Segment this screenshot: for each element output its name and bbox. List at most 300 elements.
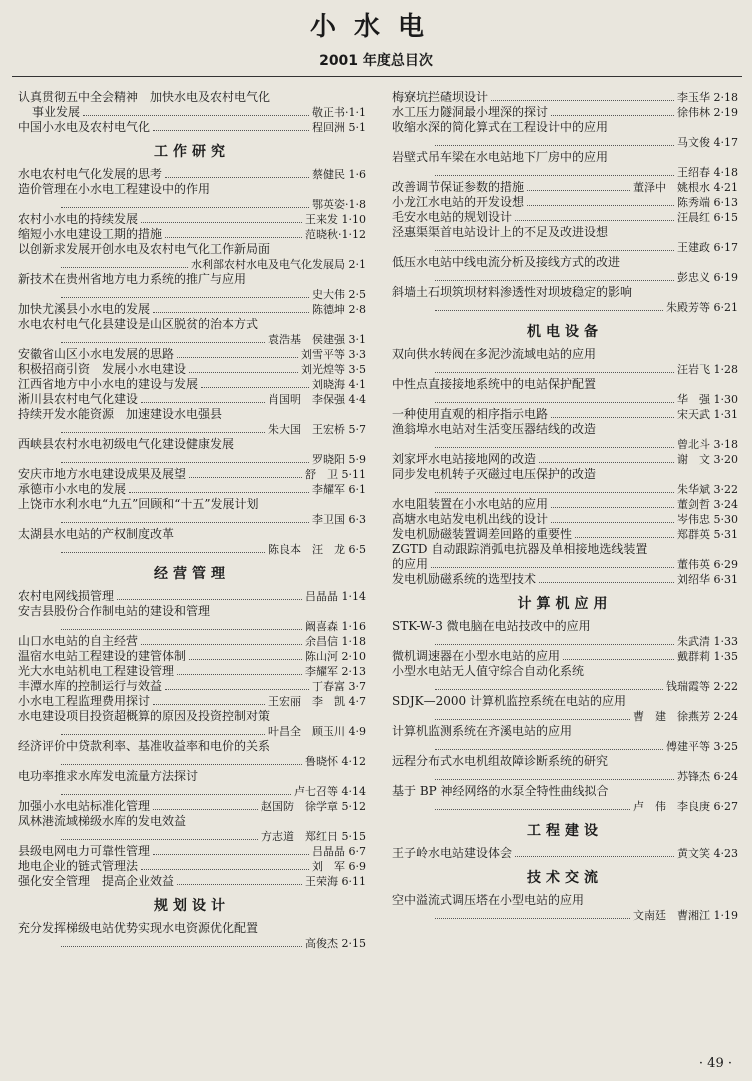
entry-author-page: 刘 军 6·9 xyxy=(312,860,366,873)
entry-title: 水电阻装置在小水电站的应用 xyxy=(392,497,549,511)
leader-dots xyxy=(539,582,674,583)
entry-row xyxy=(392,210,738,225)
page-number: · 49 · xyxy=(698,1056,732,1071)
entry-title: 事业发展 xyxy=(32,105,81,119)
entry-title: 充分发挥梯级电站优势实现水电资源优化配置 xyxy=(18,921,259,935)
entry-author-page: 董泽中 姚根水 4·21 xyxy=(633,181,738,194)
toc-entry xyxy=(18,377,366,392)
entry-title: 造价管理在小水电工程建设中的作用 xyxy=(18,182,211,196)
toc-entry xyxy=(18,212,366,227)
entry-author-page: 阚喜森 1·16 xyxy=(305,620,366,633)
entry-row xyxy=(18,302,366,317)
toc-entry xyxy=(18,272,366,302)
leader-dots xyxy=(435,310,663,311)
entry-row xyxy=(18,874,366,889)
toc-entry xyxy=(18,497,366,527)
toc-subtitle: 2001 年度总目次 xyxy=(319,53,433,69)
entry-author-row xyxy=(18,287,366,302)
leader-dots xyxy=(189,659,302,660)
entry-title: 农村电网线损管理 xyxy=(18,589,115,603)
entry-author-page: 王荣海 6·11 xyxy=(305,875,366,888)
entry-author-page: 朱华斌 3·22 xyxy=(677,483,738,496)
toc-entry xyxy=(392,210,738,225)
leader-dots xyxy=(61,734,265,735)
leader-dots xyxy=(117,599,302,600)
entry-author-page: 郑群英 5·31 xyxy=(677,528,738,541)
toc-entry xyxy=(392,497,738,512)
entry-author-row xyxy=(392,165,738,180)
entry-title: 同步发电机转子灭磁过电压保护的改造 xyxy=(392,467,597,481)
entry-row xyxy=(18,649,366,664)
entry-row xyxy=(392,195,738,210)
entry-author-row xyxy=(392,799,738,814)
entry-row xyxy=(392,105,738,120)
entry-title: 空中溢流式调压塔在小型电站的应用 xyxy=(392,893,585,907)
toc-entry xyxy=(18,814,366,844)
leader-dots xyxy=(515,856,674,857)
entry-author-page: 朱大国 王宏桥 5·7 xyxy=(268,423,366,436)
leader-dots xyxy=(551,417,674,418)
section-heading: 工作研究 xyxy=(154,144,230,160)
entry-author-page: 罗晓阳 5·9 xyxy=(312,453,366,466)
leader-dots xyxy=(435,250,674,251)
entry-author-page: 丁春富 3·7 xyxy=(312,680,366,693)
entry-title: 水电农村电气化县建设是山区脱贫的治本方式 xyxy=(18,317,259,331)
entry-author-page: 鲁晓怀 4·12 xyxy=(305,755,366,768)
leader-dots xyxy=(551,115,674,116)
toc-entry xyxy=(392,347,738,377)
entry-author-page: 王宏丽 李 凯 4·7 xyxy=(268,695,366,708)
toc-entry xyxy=(18,739,366,769)
entry-author-page: 陈德坤 2·8 xyxy=(312,303,366,316)
entry-title: 强化安全管理 提高企业效益 xyxy=(18,874,175,888)
entry-author-row xyxy=(392,362,738,377)
entry-author-row xyxy=(392,270,738,285)
leader-dots xyxy=(435,809,630,810)
leader-dots xyxy=(435,779,674,780)
toc-entry xyxy=(392,649,738,664)
entry-row xyxy=(392,497,738,512)
toc-entry xyxy=(18,664,366,679)
entry-title: 发电机励磁系统的选型技术 xyxy=(392,572,537,586)
entry-author-page: 方志道 郑红日 5·15 xyxy=(261,830,366,843)
entry-author-page: 黄文笑 4·23 xyxy=(677,847,738,860)
toc-entry xyxy=(392,407,738,422)
entry-author-row xyxy=(18,452,366,467)
entry-title: SDJK—2000 计算机监控系统在电站的应用 xyxy=(392,694,626,708)
entry-title: 西峡县农村水电初级电气化建设健康发展 xyxy=(18,437,235,451)
leader-dots xyxy=(61,946,302,947)
toc-entry xyxy=(18,604,366,634)
entry-title: 淅川县农村电气化建设 xyxy=(18,392,139,406)
toc-entry xyxy=(18,317,366,347)
entry-row xyxy=(18,392,366,407)
entry-author-page: 王建政 6·17 xyxy=(677,241,738,254)
entry-author-row xyxy=(18,724,366,739)
entry-author-row xyxy=(392,634,738,649)
entry-author-row xyxy=(18,784,366,799)
entry-author-page: 刘晓海 4·1 xyxy=(312,378,366,391)
toc-entry xyxy=(18,527,366,557)
toc-entry xyxy=(392,452,738,467)
leader-dots xyxy=(435,689,663,690)
entry-title: 中国小水电及农村电气化 xyxy=(18,120,151,134)
entry-author-page: 陈山河 2·10 xyxy=(305,650,366,663)
section-heading: 计算机应用 xyxy=(517,596,613,612)
entry-title: 王子岭水电站建设体会 xyxy=(392,846,513,860)
toc-entry xyxy=(18,921,366,951)
entry-author-row xyxy=(18,829,366,844)
entry-author-row xyxy=(392,135,738,150)
leader-dots xyxy=(141,869,309,870)
entry-title: 低压水电站中线电流分析及接线方式的改进 xyxy=(392,255,621,269)
entry-author-row xyxy=(18,197,366,212)
toc-entry xyxy=(392,285,738,315)
toc-entry xyxy=(392,572,738,587)
entry-author-page: 余昌信 1·18 xyxy=(305,635,366,648)
leader-dots xyxy=(491,100,674,101)
entry-title: 太湖县水电站的产权制度改革 xyxy=(18,527,175,541)
entry-title: 小龙江水电站的开发设想 xyxy=(392,195,525,209)
entry-title: 安吉县股份合作制电站的建设和管理 xyxy=(18,604,211,618)
leader-dots xyxy=(539,462,674,463)
leader-dots xyxy=(189,372,298,373)
leader-dots xyxy=(435,644,674,645)
entry-author-page: 汪岩飞 1·28 xyxy=(677,363,738,376)
entry-title: 小水电工程监理费用探讨 xyxy=(18,694,151,708)
leader-dots xyxy=(141,402,265,403)
journal-title: 小水电 xyxy=(309,12,442,42)
entry-author-page: 陈秀端 6·13 xyxy=(677,196,738,209)
leader-dots xyxy=(61,462,309,463)
leader-dots xyxy=(165,237,302,238)
entry-author-row xyxy=(18,422,366,437)
entry-author-row xyxy=(18,542,366,557)
leader-dots xyxy=(61,267,188,268)
entry-author-page: 肖国明 李保强 4·4 xyxy=(268,393,366,406)
entry-title: 基于 BP 神经网络的水泵全特性曲线拟合 xyxy=(392,784,609,798)
toc-entry xyxy=(18,649,366,664)
toc-entry xyxy=(18,437,366,467)
entry-title: 缩短小水电建设工期的措施 xyxy=(18,227,163,241)
toc-entry xyxy=(18,227,366,242)
entry-author-row xyxy=(18,936,366,951)
entry-author-row xyxy=(392,240,738,255)
entry-title: 渔翁埠水电站对生活变压器结线的改造 xyxy=(392,422,597,436)
entry-row xyxy=(18,362,366,377)
entry-title: 小型水电站无人值守综合自动化系统 xyxy=(392,664,585,678)
entry-author-page: 汪晨红 6·15 xyxy=(677,211,738,224)
toc-entry xyxy=(392,542,738,557)
toc-entry xyxy=(392,255,738,285)
toc-entry xyxy=(392,619,738,649)
entry-title: 温宿水电站工程建设的建管体制 xyxy=(18,649,187,663)
entry-title: 丰潭水库的控制运行与效益 xyxy=(18,679,163,693)
entry-row xyxy=(18,679,366,694)
entry-author-page: 徐伟林 2·19 xyxy=(677,106,738,119)
entry-row xyxy=(18,227,366,242)
entry-author-row xyxy=(392,739,738,754)
section-heading: 规划设计 xyxy=(154,898,230,914)
entry-author-page: 刘雪平等 3·3 xyxy=(301,348,366,361)
entry-title: 以创新求发展开创水电及农村电气化工作新局面 xyxy=(18,242,271,256)
entry-author-row xyxy=(18,332,366,347)
entry-title: 发电机励磁装置调差回路的重要性 xyxy=(392,527,573,541)
toc-entry xyxy=(18,694,366,709)
entry-title: 斜墙土石坝筑坝材料渗透性对坝坡稳定的影响 xyxy=(392,285,633,299)
toc-entry xyxy=(392,150,738,180)
leader-dots xyxy=(177,884,302,885)
entry-author-page: 刘光煌等 3·5 xyxy=(301,363,366,376)
entry-author-page: 曾北斗 3·18 xyxy=(677,438,738,451)
toc-entry xyxy=(392,557,738,572)
leader-dots xyxy=(527,205,674,206)
toc-entry xyxy=(392,377,738,407)
toc-entry xyxy=(18,407,366,437)
entry-title: 水工压力隧洞最小埋深的探讨 xyxy=(392,105,549,119)
leader-dots xyxy=(61,297,309,298)
leader-dots xyxy=(61,794,291,795)
entry-author-page: 王来发 1·10 xyxy=(305,213,366,226)
entry-author-page: 傅建平等 3·25 xyxy=(666,740,738,753)
toc-entry xyxy=(392,664,738,694)
toc-entry xyxy=(18,769,366,799)
leader-dots xyxy=(165,689,309,690)
entry-row xyxy=(18,482,366,497)
entry-title: 的应用 xyxy=(392,557,429,571)
leader-dots xyxy=(435,918,630,919)
entry-title: 微机调速器在小型水电站的应用 xyxy=(392,649,561,663)
toc-entry xyxy=(392,846,738,861)
entry-title: 收缩水深的简化算式在工程设计中的应用 xyxy=(392,120,609,134)
leader-dots xyxy=(153,130,309,131)
entry-title: 毛安水电站的规划设计 xyxy=(392,210,513,224)
entry-author-page: 戴群莉 1·35 xyxy=(677,650,738,663)
entry-author-page: 彭忠义 6·19 xyxy=(677,271,738,284)
entry-row xyxy=(18,120,366,135)
entry-title: 电功率推求水库发电流量方法探讨 xyxy=(18,769,199,783)
section-heading: 工程建设 xyxy=(527,823,603,839)
leader-dots xyxy=(201,387,309,388)
toc-entry xyxy=(18,589,366,604)
entry-title: 远程分布式水电机组故障诊断系统的研究 xyxy=(392,754,609,768)
entry-title: 农村小水电的持续发展 xyxy=(18,212,139,226)
entry-title: 经济评价中贷款利率、基准收益率和电价的关系 xyxy=(18,739,271,753)
entry-author-page: 文南廷 曹湘江 1·19 xyxy=(633,909,738,922)
entry-row xyxy=(18,664,366,679)
leader-dots xyxy=(431,567,674,568)
entry-title: 一种使用直观的相序指示电路 xyxy=(392,407,549,421)
toc-entry xyxy=(18,844,366,859)
leader-dots xyxy=(435,402,674,403)
leader-dots xyxy=(61,342,265,343)
entry-title: 水电建设项目投资超概算的原因及投资控制对策 xyxy=(18,709,271,723)
entry-title: 岩壁式吊车梁在水电站地下厂房中的应用 xyxy=(392,150,609,164)
entry-title: 持续开发水能资源 加速建设水电强县 xyxy=(18,407,223,421)
leader-dots xyxy=(83,115,309,116)
section-heading: 技术交流 xyxy=(527,870,603,886)
section-heading: 机电设备 xyxy=(527,324,603,340)
entry-author-page: 朱武清 1·33 xyxy=(677,635,738,648)
entry-author-row xyxy=(18,619,366,634)
entry-row xyxy=(18,105,366,120)
toc-entry xyxy=(18,874,366,889)
entry-row xyxy=(392,649,738,664)
leader-dots xyxy=(61,764,302,765)
toc-entry xyxy=(18,167,366,182)
entry-row xyxy=(18,377,366,392)
entry-author-page: 宋天武 1·31 xyxy=(677,408,738,421)
entry-row xyxy=(18,859,366,874)
toc-entry xyxy=(18,105,366,120)
entry-title: 刘家坪水电站接地网的改造 xyxy=(392,452,537,466)
entry-author-page: 曹 建 徐燕芳 2·24 xyxy=(633,710,738,723)
entry-author-page: 陈良本 汪 龙 6·5 xyxy=(268,543,366,556)
toc-entry xyxy=(392,422,738,452)
entry-title: 改善调节保证参数的措施 xyxy=(392,180,525,194)
entry-author-page: 吕晶晶 1·14 xyxy=(305,590,366,603)
toc-entry xyxy=(392,724,738,754)
entry-author-page: 蔡健民 1·6 xyxy=(312,168,366,181)
leader-dots xyxy=(435,145,674,146)
leader-dots xyxy=(515,220,674,221)
entry-title: 加快尤溪县小水电的发展 xyxy=(18,302,151,316)
entry-row xyxy=(18,347,366,362)
toc-entry xyxy=(392,225,738,255)
right-column xyxy=(392,90,738,923)
toc-entry xyxy=(392,694,738,724)
leader-dots xyxy=(61,522,309,523)
entry-author-page: 吕晶晶 6·7 xyxy=(312,845,366,858)
entry-row xyxy=(18,467,366,482)
entry-author-row xyxy=(392,392,738,407)
toc-entry xyxy=(392,105,738,120)
toc-entry xyxy=(18,90,366,105)
entry-row xyxy=(392,452,738,467)
leader-dots xyxy=(153,809,258,810)
toc-entry xyxy=(18,679,366,694)
toc-entry xyxy=(392,784,738,814)
leader-dots xyxy=(435,372,674,373)
section-heading: 经营管理 xyxy=(154,566,230,582)
entry-row xyxy=(392,90,738,105)
entry-author-row xyxy=(392,482,738,497)
entry-author-page: 高俊杰 2·15 xyxy=(305,937,366,950)
entry-author-page: 马文俊 4·17 xyxy=(677,136,738,149)
toc-entry xyxy=(18,182,366,212)
entry-author-page: 范晓秋·1·12 xyxy=(305,228,366,241)
toc-entry xyxy=(392,120,738,150)
toc-entry xyxy=(392,893,738,923)
entry-row xyxy=(392,846,738,861)
entry-row xyxy=(392,407,738,422)
toc-entry xyxy=(18,709,366,739)
entry-title: 新技术在贵州省地方电力系统的推广与应用 xyxy=(18,272,247,286)
entry-author-row xyxy=(392,769,738,784)
leader-dots xyxy=(141,222,302,223)
entry-title: 县级电网电力可靠性管理 xyxy=(18,844,151,858)
toc-entry xyxy=(18,362,366,377)
entry-title: 认真贯彻五中全会精神 加快水电及农村电气化 xyxy=(18,90,271,104)
entry-author-page: 叶昌全 顾玉川 4·9 xyxy=(268,725,366,738)
entry-title: 高塘水电站发电机出线的设计 xyxy=(392,512,549,526)
leader-dots xyxy=(551,522,674,523)
entry-title: 凤林港流域梯级水库的发电效益 xyxy=(18,814,187,828)
toc-entry xyxy=(18,347,366,362)
toc-entry xyxy=(392,90,738,105)
entry-row xyxy=(392,512,738,527)
entry-title: 水电农村电气化发展的思考 xyxy=(18,167,163,181)
leader-dots xyxy=(435,749,663,750)
leader-dots xyxy=(435,280,674,281)
entry-title: 计算机监测系统在齐溪电站的应用 xyxy=(392,724,573,738)
toc-entry xyxy=(18,242,366,272)
entry-author-row xyxy=(392,709,738,724)
leader-dots xyxy=(153,854,309,855)
leader-dots xyxy=(129,492,309,493)
entry-author-page: 李耀军 6·1 xyxy=(312,483,366,496)
leader-dots xyxy=(165,177,309,178)
entry-author-page: 卢 伟 李良庚 6·27 xyxy=(633,800,738,813)
entry-title: 上饶市水利水电“九五”回顾和“十五”发展计划 xyxy=(18,497,259,511)
entry-author-page: 钱瑞霞等 2·22 xyxy=(666,680,738,693)
entry-author-page: 刘绍华 6·31 xyxy=(677,573,738,586)
entry-row xyxy=(392,557,738,572)
leader-dots xyxy=(61,552,265,553)
toc-entry xyxy=(18,302,366,317)
entry-author-page: 苏锋杰 6·24 xyxy=(677,770,738,783)
entry-title: 中性点直接接地系统中的电站保护配置 xyxy=(392,377,597,391)
entry-title: 安庆市地方水电建设成果及展望 xyxy=(18,467,187,481)
entry-author-page: 程回洲 5·1 xyxy=(312,121,366,134)
entry-author-row xyxy=(392,679,738,694)
leader-dots xyxy=(435,175,674,176)
leader-dots xyxy=(61,432,265,433)
entry-title: 积极招商引资 发展小水电建设 xyxy=(18,362,187,376)
toc-entry xyxy=(392,195,738,210)
entry-author-page: 李卫国 6·3 xyxy=(312,513,366,526)
leader-dots xyxy=(435,492,674,493)
entry-author-page: 王绍春 4·18 xyxy=(677,166,738,179)
entry-author-page: 卢七召等 4·14 xyxy=(294,785,366,798)
entry-author-page: 舒 卫 5·11 xyxy=(305,468,366,481)
leader-dots xyxy=(435,719,630,720)
leader-dots xyxy=(177,357,298,358)
leader-dots xyxy=(189,477,302,478)
entry-author-page: 董伟英 6·29 xyxy=(677,558,738,571)
entry-author-page: 董剑哲 3·24 xyxy=(677,498,738,511)
entry-row xyxy=(18,799,366,814)
leader-dots xyxy=(563,659,674,660)
entry-row xyxy=(392,527,738,542)
entry-title: 加强小水电站标准化管理 xyxy=(18,799,151,813)
leader-dots xyxy=(435,447,674,448)
entry-author-page: 华 强 1·30 xyxy=(677,393,738,406)
leader-dots xyxy=(575,537,674,538)
leader-dots xyxy=(61,207,309,208)
entry-author-page: 水利部农村水电及电气化发展局 2·1 xyxy=(191,258,366,271)
entry-author-page: 袁浩基 侯建强 3·1 xyxy=(268,333,366,346)
entry-author-page: 李玉华 2·18 xyxy=(677,91,738,104)
toc-entry xyxy=(18,799,366,814)
toc-entry xyxy=(392,754,738,784)
entry-title: ZGTD 自动跟踪消弧电抗器及单相接地选线装置 xyxy=(392,542,648,556)
left-column xyxy=(18,90,366,951)
entry-author-page: 赵国防 徐学章 5·12 xyxy=(261,800,366,813)
leader-dots xyxy=(527,190,630,191)
toc-entry xyxy=(18,392,366,407)
entry-title: 地电企业的链式管理法 xyxy=(18,859,139,873)
